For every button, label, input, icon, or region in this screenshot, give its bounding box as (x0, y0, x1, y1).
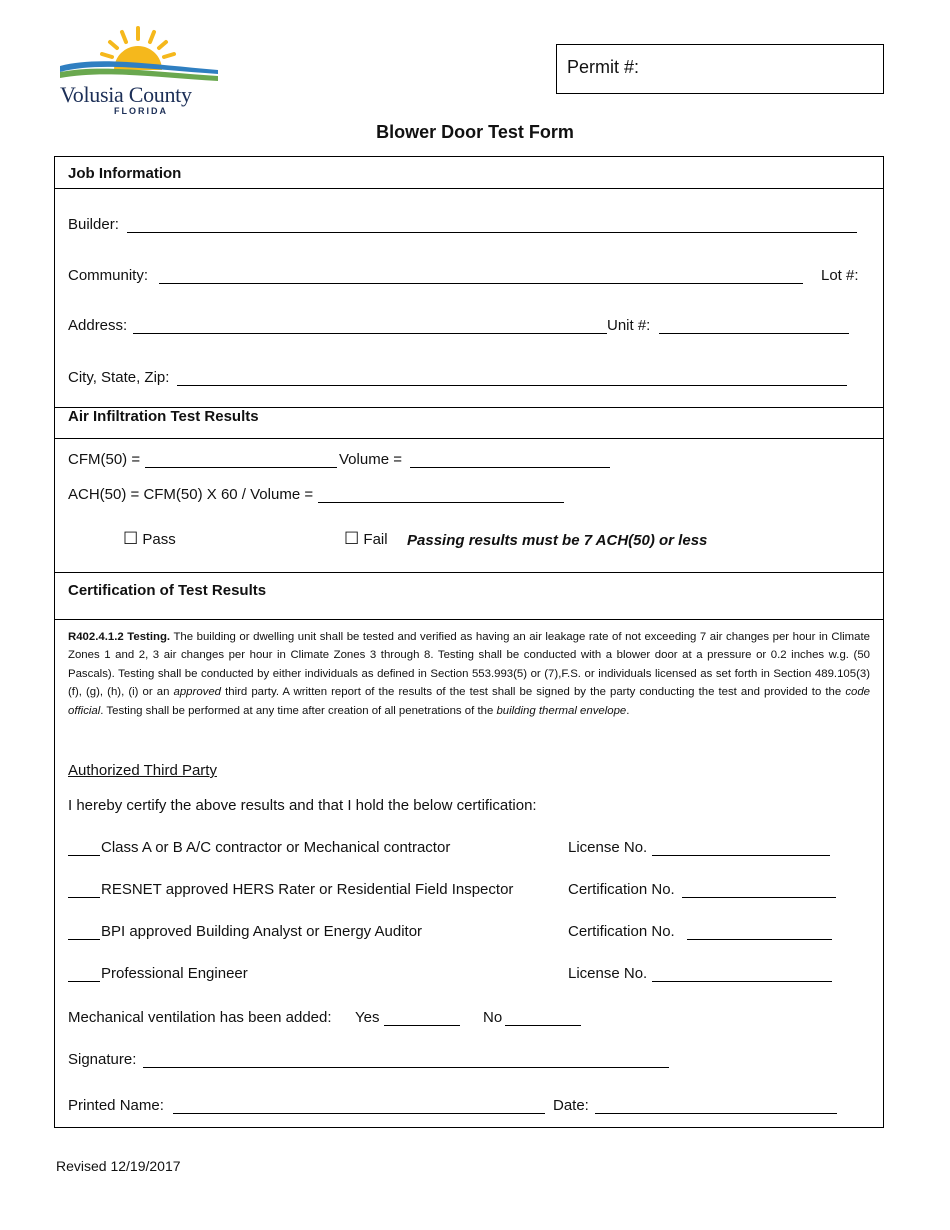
cfm50-field[interactable] (145, 467, 337, 468)
lot-label: Lot #: (821, 267, 859, 284)
option-label: Class A or B A/C contractor or Mechanical contractor (101, 839, 451, 856)
authorized-third-party-heading: Authorized Third Party (68, 762, 217, 779)
option-blank-ac-contractor[interactable] (68, 855, 100, 856)
pass-label: Pass (142, 531, 176, 548)
pass-option[interactable] (123, 529, 176, 549)
city-state-zip-label: City, State, Zip: (68, 369, 170, 386)
option-blank-hers-rater[interactable] (68, 897, 100, 898)
permit-label: Permit #: (567, 57, 640, 77)
certify-statement: I hereby certify the above results and that I hold the below certification: (68, 797, 537, 814)
address-label: Address: (68, 317, 128, 334)
unit-label: Unit #: (607, 317, 651, 334)
signature-label: Signature: (68, 1051, 137, 1068)
option-label: Professional Engineer (101, 965, 248, 982)
builder-label: Builder: (68, 216, 119, 233)
form-container (54, 156, 884, 1128)
license-number-label: License No. (568, 965, 648, 982)
sun-landscape-icon (58, 26, 220, 86)
logo-name: Volusia County (60, 82, 192, 107)
passing-requirement-note: Passing results must be 7 ACH(50) or less (407, 532, 708, 549)
certification-number-field[interactable] (687, 939, 832, 940)
cfm50-label: CFM(50) = (68, 451, 141, 468)
date-label: Date: (553, 1097, 589, 1114)
revision-date: Revised 12/19/2017 (56, 1158, 181, 1174)
certification-heading: Certification of Test Results (68, 582, 267, 599)
license-number-label: License No. (568, 839, 648, 856)
permit-number-box[interactable] (556, 44, 884, 94)
certification-number-field[interactable] (682, 897, 836, 898)
volume-label: Volume = (339, 451, 402, 468)
option-blank-bpi-analyst[interactable] (68, 939, 100, 940)
fail-checkbox[interactable]: ☐ (344, 529, 360, 548)
option-label: RESNET approved HERS Rater or Residential Field Inspector (101, 881, 514, 898)
certification-number-label: Certification No. (568, 923, 675, 940)
builder-field[interactable] (127, 232, 857, 233)
certification-number-label: Certification No. (568, 881, 675, 898)
fail-option[interactable] (344, 529, 388, 549)
community-label: Community: (68, 267, 149, 284)
option-label: BPI approved Building Analyst or Energy Auditor (101, 923, 423, 940)
code-reference: R402.4.1.2 Testing. (68, 631, 171, 643)
date-field[interactable] (595, 1113, 837, 1114)
testing-requirements-paragraph: R402.4.1.2 Testing. The building or dwelling unit shall be tested and verified as having an air leakage rate of not exceeding 7 air changes per hour in Climate Zones 1 and 2, 3 air changes per hour in Climate Zones 3 through 8. Testing shall be conducted with a blower door at a pressure or 0.2 inches w.g. (50 Pascals). Testing shall be conducted by either individuals as defined in Section 553.993(5) or (7),F.S. or individuals licensed as set forth in Section 489.105(3)(f), (g), (h), (i) or an approved third party. A written report of the results of the test shall be signed by the party conducting the test and provided to the code official. Testing shall be performed at any time after creation of all penetrations of the building thermal envelope. (68, 631, 871, 717)
ventilation-label: Mechanical ventilation has been added: (68, 1009, 332, 1026)
logo-subtitle: FLORIDA (114, 106, 168, 116)
yes-field[interactable] (384, 1025, 460, 1026)
community-field[interactable] (159, 283, 803, 284)
air-infiltration-heading: Air Infiltration Test Results (68, 408, 259, 425)
option-blank-engineer[interactable] (68, 981, 100, 982)
printed-name-label: Printed Name: (68, 1097, 164, 1114)
divider (55, 188, 883, 189)
job-information-heading: Job Information (68, 165, 182, 182)
signature-field[interactable] (143, 1067, 669, 1068)
no-label: No (483, 1009, 503, 1026)
printed-name-field[interactable] (173, 1113, 545, 1114)
volusia-county-logo (58, 26, 220, 118)
divider (55, 619, 883, 620)
divider (55, 572, 883, 573)
volume-field[interactable] (410, 467, 610, 468)
unit-field[interactable] (659, 333, 849, 334)
divider (55, 438, 883, 439)
ach50-label: ACH(50) = CFM(50) X 60 / Volume = (68, 486, 314, 503)
city-state-zip-field[interactable] (177, 385, 847, 386)
address-field[interactable] (133, 333, 607, 334)
ach50-field[interactable] (318, 502, 564, 503)
yes-label: Yes (355, 1009, 380, 1026)
form-title: Blower Door Test Form (376, 122, 574, 142)
license-number-field[interactable] (652, 855, 830, 856)
fail-label: Fail (363, 531, 388, 548)
pass-checkbox[interactable]: ☐ (123, 529, 139, 548)
license-number-field[interactable] (652, 981, 832, 982)
no-field[interactable] (505, 1025, 581, 1026)
